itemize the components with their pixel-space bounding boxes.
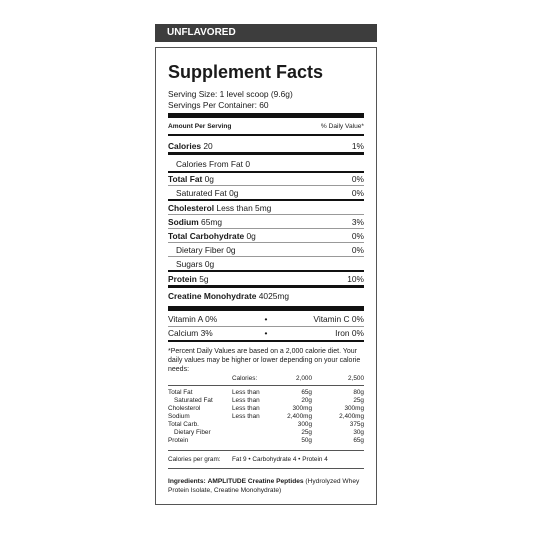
- nutrient-row-creatine: [168, 290, 364, 302]
- nutrient-amount: 0g: [226, 245, 236, 255]
- table-row: [168, 429, 364, 437]
- ingredients: [168, 477, 364, 495]
- nutrient-amount: 0g: [229, 188, 239, 198]
- table-row: [168, 389, 364, 397]
- vitamin-a: Vitamin A 0%: [168, 314, 218, 324]
- nutrient-dv: 3%: [351, 217, 364, 227]
- dv-cell: Dietary Fiber: [174, 429, 211, 436]
- daily-value-label: % Daily Value*: [320, 123, 364, 130]
- table-row: [168, 437, 364, 445]
- nutrient-amount: 0g: [204, 174, 214, 184]
- dv-cell: 300mg: [292, 405, 312, 412]
- dv-cell: 300g: [297, 421, 312, 428]
- dv-cell: 50g: [301, 437, 312, 444]
- calories-per-gram-label: Calories per gram:: [168, 456, 221, 463]
- nutrient-amount: Less than 5mg: [216, 203, 272, 213]
- nutrient-row-cholesterol: [168, 202, 364, 214]
- dv-cell: Cholesterol: [168, 405, 201, 412]
- servings-per-container: Servings Per Container: 60: [168, 100, 269, 110]
- thick-rule: [168, 306, 364, 311]
- divider: [168, 214, 364, 215]
- divider: [168, 385, 364, 386]
- daily-value-table-body: [168, 389, 364, 445]
- thick-rule: [168, 152, 364, 155]
- dv-cell: Total Carb.: [168, 421, 199, 428]
- nutrient-name: Calories: [168, 141, 202, 151]
- nutrient-name: Protein: [168, 274, 197, 284]
- nutrient-row-calories-from-fat: [168, 158, 364, 170]
- nutrient-name: Sugars: [176, 259, 203, 269]
- nutrient-name: Creatine Monohydrate: [168, 291, 257, 301]
- thick-rule: [168, 113, 364, 118]
- nutrient-dv: 0%: [351, 188, 364, 198]
- nutrient-amount: 65mg: [201, 217, 222, 227]
- nutrient-row-calories: [168, 140, 364, 152]
- ingredients-detail: (Hydrolyzed Whey Protein Isolate, Creatine Monohydrate): [168, 478, 360, 494]
- bullet: •: [264, 328, 268, 338]
- nutrient-dv: 0%: [351, 245, 364, 255]
- iron: Iron 0%: [335, 328, 364, 338]
- dv-cell: 300mg: [344, 405, 364, 412]
- nutrient-amount: 0: [245, 159, 251, 169]
- dv-cell: Less than: [232, 397, 260, 404]
- nutrient-row-saturated-fat: [168, 187, 364, 199]
- dv-cell: Less than: [232, 389, 260, 396]
- amount-per-serving-label: Amount Per Serving: [168, 123, 232, 130]
- calories-per-gram-row: [168, 456, 364, 464]
- nutrient-name: Total Carbohydrate: [168, 231, 245, 241]
- ingredients-main: AMPLITUDE Creatine Peptides: [207, 478, 304, 485]
- mineral-row: [168, 327, 364, 339]
- dv-cell: Saturated Fat: [174, 397, 213, 404]
- nutrient-name: Calories From Fat: [176, 159, 244, 169]
- calories-per-gram-value: Fat 9 • Carbohydrate 4 • Protein 4: [232, 456, 328, 463]
- dv-cell: 2,400mg: [339, 413, 364, 420]
- serving-size: Serving Size: 1 level scoop (9.6g): [168, 89, 293, 99]
- nutrient-row-sodium: [168, 216, 364, 228]
- supplement-facts-panel: [155, 47, 377, 505]
- dv-cell: 65g: [301, 389, 312, 396]
- medium-rule: [168, 340, 364, 342]
- dv-cell: 2,500: [348, 375, 364, 382]
- ingredients-label: Ingredients:: [168, 478, 206, 485]
- dv-cell: 65g: [353, 437, 364, 444]
- nutrient-name: Saturated Fat: [176, 188, 227, 198]
- nutrient-row-total-fat: [168, 173, 364, 185]
- vitamin-row: [168, 313, 364, 325]
- divider: [168, 228, 364, 229]
- nutrient-row-dietary-fiber: [168, 244, 364, 256]
- table-row: [168, 421, 364, 429]
- nutrient-amount: 20: [203, 141, 213, 151]
- table-row: [168, 405, 364, 413]
- amount-header-row: [168, 121, 364, 133]
- dv-cell: 2,000: [296, 375, 312, 382]
- nutrient-dv: 1%: [351, 141, 364, 151]
- divider: [168, 242, 364, 243]
- vitamin-c: Vitamin C 0%: [313, 314, 364, 324]
- nutrient-amount: 5g: [199, 274, 209, 284]
- dv-cell: 80g: [353, 389, 364, 396]
- nutrient-name: Sodium: [168, 217, 199, 227]
- flavor-banner: UNFLAVORED: [155, 24, 377, 42]
- dv-cell: 30g: [353, 429, 364, 436]
- divider: [168, 256, 364, 257]
- bullet: •: [264, 314, 268, 324]
- nutrient-amount: 0g: [204, 259, 215, 269]
- calcium: Calcium 3%: [168, 328, 213, 338]
- dv-cell: 2,400mg: [287, 413, 312, 420]
- nutrient-amount: 0g: [246, 231, 256, 241]
- calories-per-gram-line: [168, 456, 364, 464]
- nutrient-row-protein: [168, 273, 364, 285]
- nutrient-dv: 0%: [351, 174, 364, 184]
- panel-title: Supplement Facts: [168, 62, 324, 82]
- divider: [168, 450, 364, 451]
- table-row: [168, 397, 364, 405]
- nutrient-row-sugars: [168, 258, 364, 270]
- divider: [168, 185, 364, 186]
- table-row: [168, 413, 364, 421]
- dv-cell: 375g: [349, 421, 364, 428]
- thick-rule: [168, 285, 364, 288]
- daily-value-table: [168, 375, 364, 383]
- dv-cell: Protein: [168, 437, 189, 444]
- dv-cell: 25g: [301, 429, 312, 436]
- dv-cell: 25g: [353, 397, 364, 404]
- dv-cell: Total Fat: [168, 389, 193, 396]
- nutrient-dv: 10%: [347, 274, 364, 284]
- medium-rule: [168, 134, 364, 136]
- dv-cell: Less than: [232, 413, 260, 420]
- dv-cell: Less than: [232, 405, 260, 412]
- dv-cell: Calories:: [232, 375, 258, 382]
- nutrient-name: Cholesterol: [168, 203, 215, 213]
- medium-rule: [168, 270, 364, 272]
- divider: [168, 468, 364, 469]
- nutrient-amount: 4025mg: [258, 291, 290, 301]
- dv-table-header: [168, 375, 364, 383]
- medium-rule: [168, 199, 364, 201]
- dv-cell: Sodium: [168, 413, 190, 420]
- dv-cell: 20g: [301, 397, 312, 404]
- nutrient-dv: 0%: [351, 231, 364, 241]
- nutrient-name: Dietary Fiber: [176, 245, 224, 255]
- nutrient-name: Total Fat: [168, 174, 203, 184]
- nutrient-row-total-carbohydrate: [168, 230, 364, 242]
- daily-value-footnote: *Percent Daily Values are based on a 2,000 calorie diet. Your daily values may be higher or lower depending on your calorie needs:: [168, 348, 361, 373]
